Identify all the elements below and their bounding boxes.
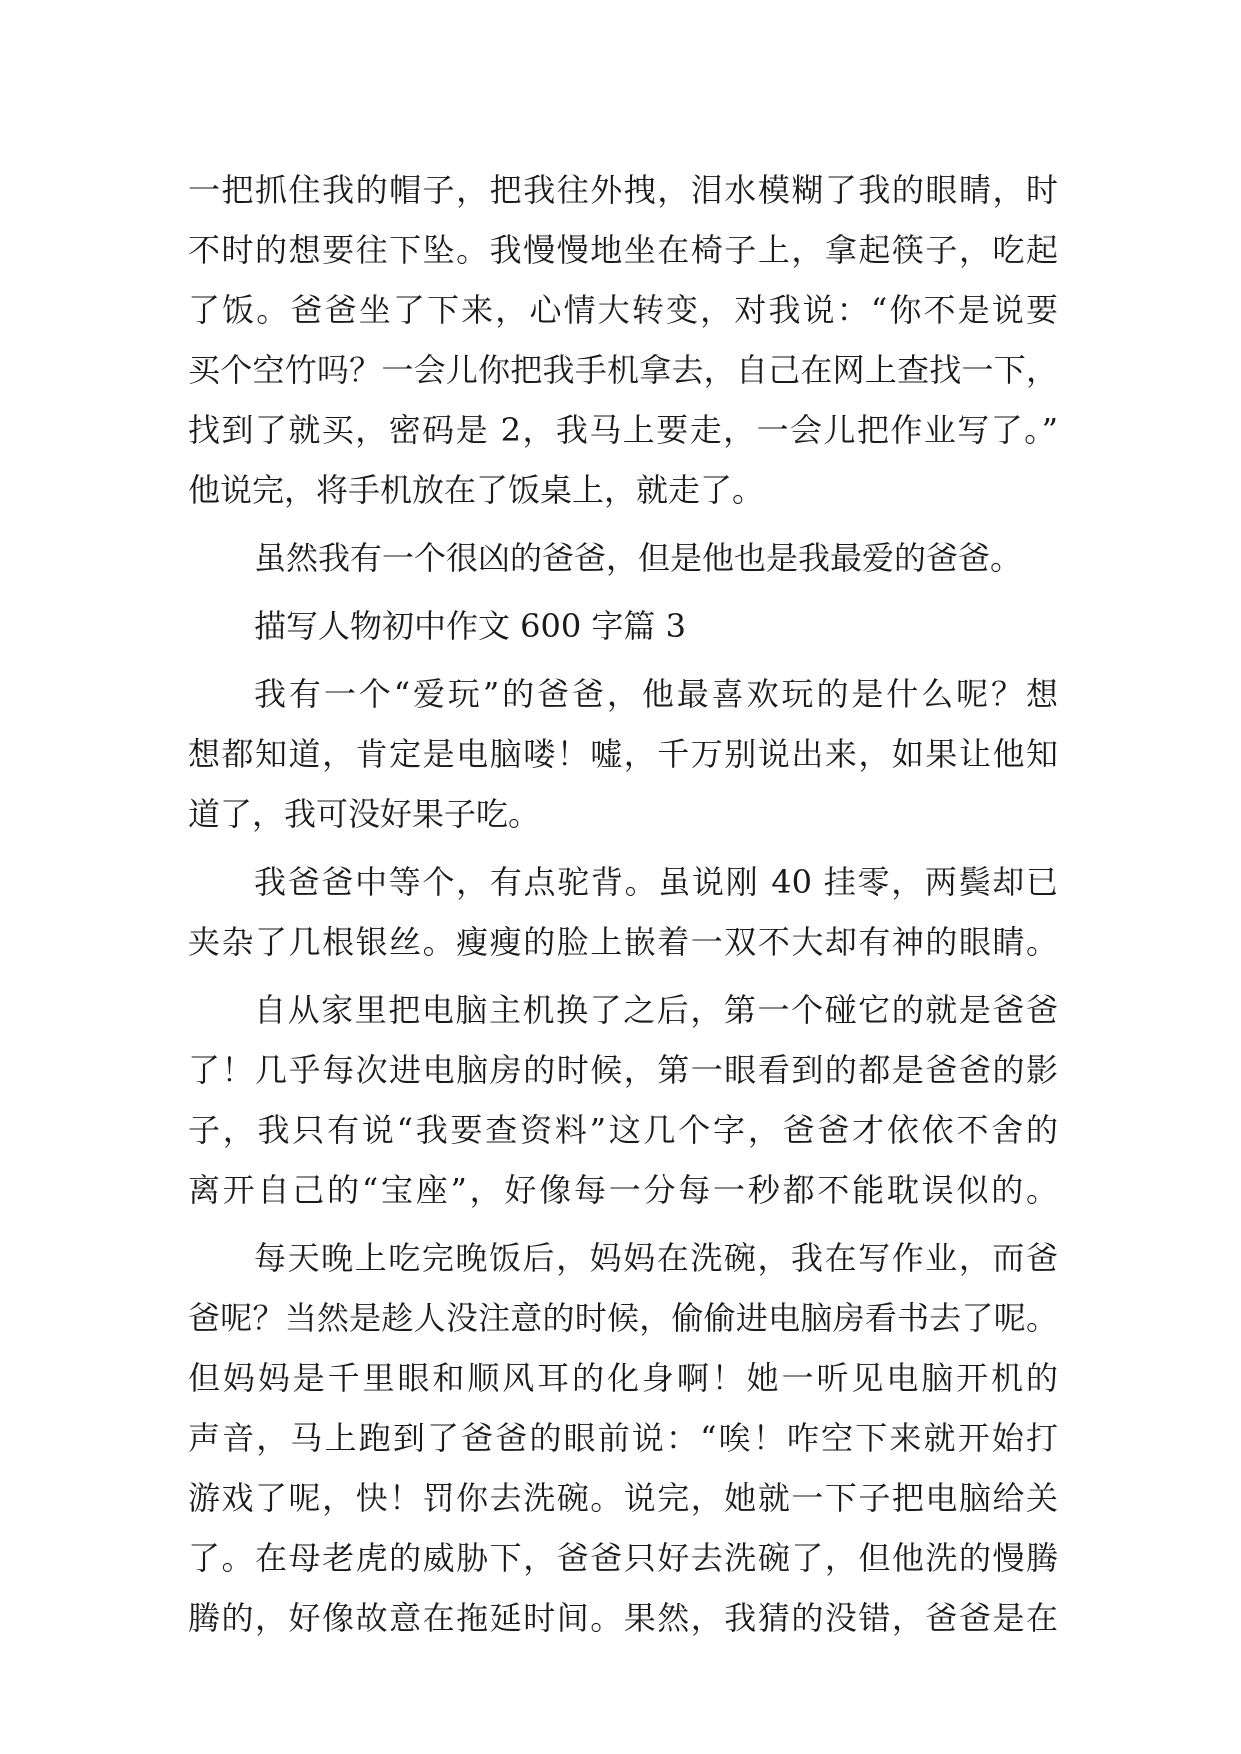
text-line: 离开自己的“宝座”，好像每一分每一秒都不能耽误似的。 [188, 1171, 1058, 1209]
text-line: 想都知道，肯定是电脑喽！嘘，千万别说出来，如果让他知 [188, 735, 1058, 773]
text-line: 腾的，好像故意在拖延时间。果然，我猜的没错，爸爸是在 [188, 1599, 1058, 1637]
text-line: 了。在母老虎的威胁下，爸爸只好去洗碗了，但他洗的慢腾 [188, 1539, 1058, 1577]
text-line: 子，我只有说“我要查资料”这几个字，爸爸才依依不舍的 [188, 1111, 1058, 1149]
text-line: 一把抓住我的帽子，把我往外拽，泪水模糊了我的眼睛，时 [188, 171, 1058, 209]
text-line: 每天晚上吃完晚饭后，妈妈在洗碗，我在写作业，而爸 [254, 1239, 1058, 1277]
text-line: 我爸爸中等个，有点驼背。虽说刚 40 挂零，两鬓却已 [254, 863, 1058, 901]
text-line: 不时的想要往下坠。我慢慢地坐在椅子上，拿起筷子，吃起 [188, 231, 1058, 269]
text-line: 了！几乎每次进电脑房的时候，第一眼看到的都是爸爸的影 [188, 1051, 1058, 1089]
text-line: 自从家里把电脑主机换了之后，第一个碰它的就是爸爸 [254, 991, 1058, 1029]
article-body [188, 160, 1058, 1648]
text-line: 我有一个“爱玩”的爸爸，他最喜欢玩的是什么呢？想 [254, 675, 1058, 713]
text-line: 买个空竹吗？一会儿你把我手机拿去，自己在网上查找一下， [188, 351, 1058, 389]
text-line: 声音，马上跑到了爸爸的眼前说：“唉！咋空下来就开始打 [188, 1419, 1058, 1457]
text-line: 游戏了呢，快！罚你去洗碗。说完，她就一下子把电脑给关 [188, 1479, 1058, 1517]
text-line: 他说完，将手机放在了饭桌上，就走了。 [188, 471, 765, 509]
text-line: 夹杂了几根银丝。瘦瘦的脸上嵌着一双不大却有神的眼睛。 [188, 923, 1058, 961]
text-line: 爸呢？当然是趁人没注意的时候，偷偷进电脑房看书去了呢。 [188, 1299, 1058, 1337]
text-line: 道了，我可没好果子吃。 [188, 795, 541, 833]
text-line: 找到了就买，密码是 2，我马上要走，一会儿把作业写了。” [188, 411, 1058, 449]
text-line: 了饭。爸爸坐了下来，心情大转变，对我说：“你不是说要 [188, 291, 1058, 329]
text-line: 但妈妈是千里眼和顺风耳的化身啊！她一听见电脑开机的 [188, 1359, 1058, 1397]
section-heading: 描写人物初中作文 600 字篇 3 [254, 607, 686, 645]
text-line: 虽然我有一个很凶的爸爸，但是他也是我最爱的爸爸。 [254, 539, 1023, 577]
